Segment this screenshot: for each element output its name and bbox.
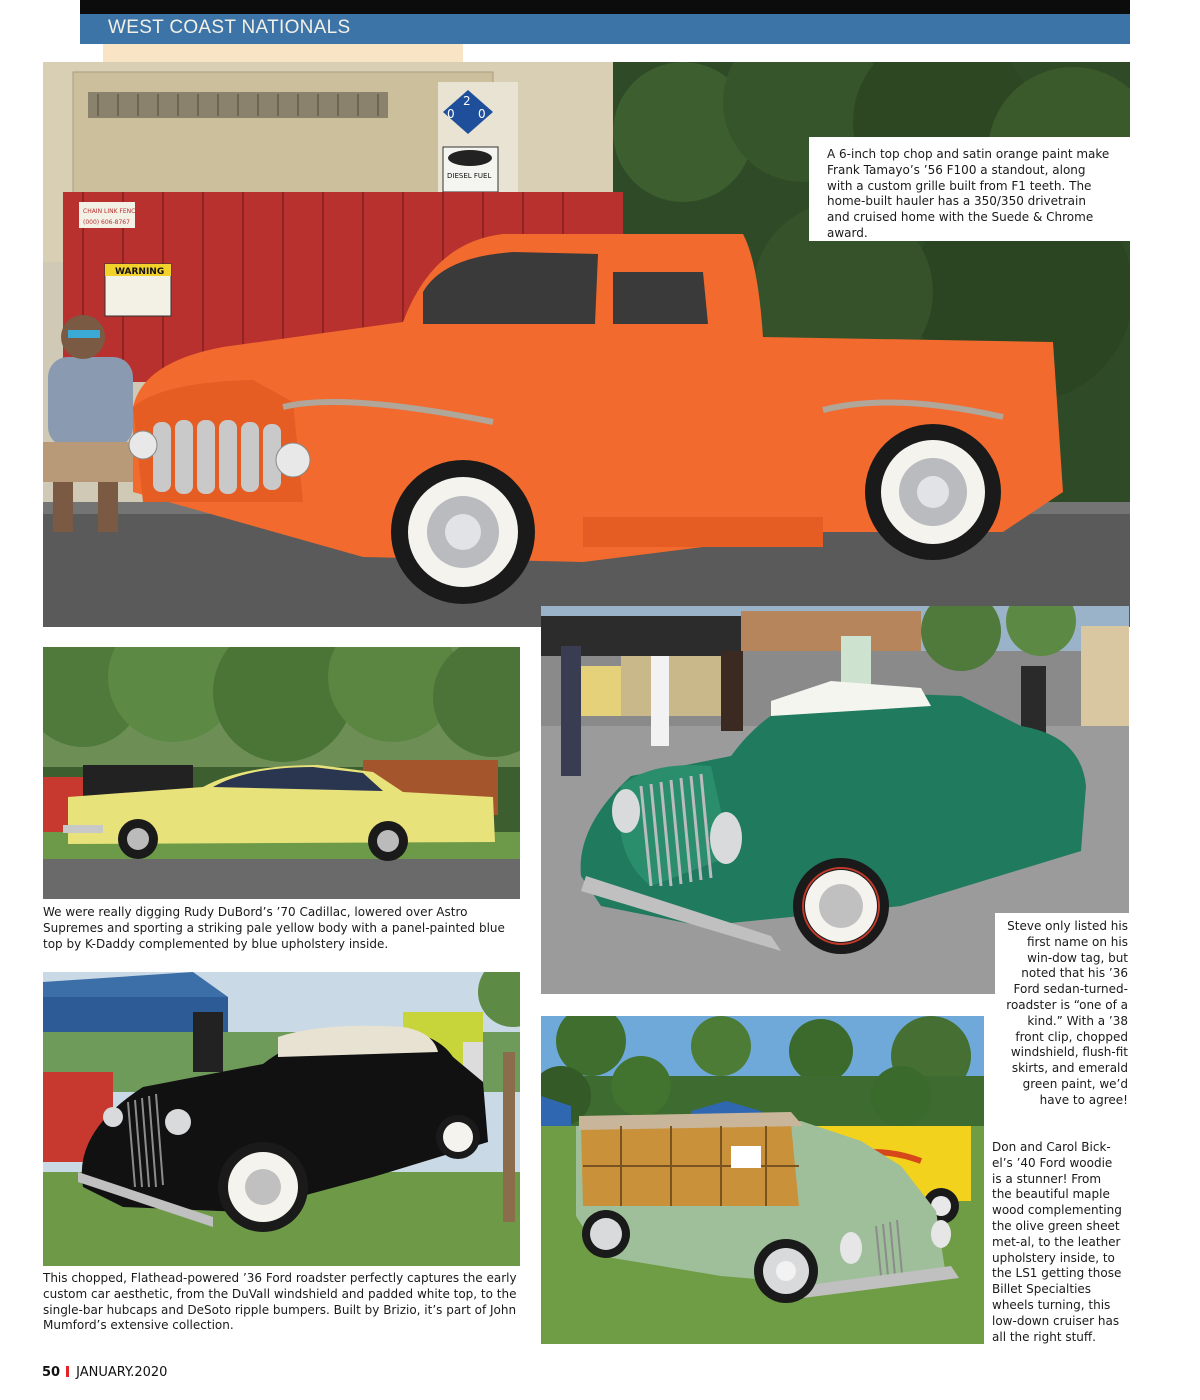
section-title: WEST COAST NATIONALS: [108, 17, 351, 38]
black-ford-roadster-photo: [43, 972, 520, 1266]
hazard-left: 0: [447, 107, 455, 121]
diesel-sign-text: DIESEL FUEL: [447, 172, 492, 180]
fence-sign-text: CHAIN LINK FENCE: [83, 208, 140, 215]
page-footer: [42, 1365, 167, 1380]
fence-sign-phone: (000) 606-8767: [83, 219, 130, 226]
steve-caption: Steve only listed his first name on his win-dow tag, but noted that his ’36 Ford sedan-turned-roadster is “one of a kind.” With a ’38 front clip, chopped windshield, flush-fit skirts, and emerald green paint, we’d have to agree!: [995, 913, 1130, 1115]
cadillac-caption: We were really digging Rudy DuBord’s ’70 Cadillac, lowered over Astro Supremes and sporting a striking pale yellow body with a panel-painted blue top by K-Daddy complemented by blue upholstery inside.: [43, 905, 505, 951]
woodie-caption: Don and Carol Bick-el’s ’40 Ford woodie is a stunner! From the beautiful maple wood complementing the olive green sheet met-al, to the leather upholstery inside, to the LS1 getting those Billet Specialties wheels turning, this low-down cruiser has all the right stuff.: [992, 1140, 1122, 1344]
yellow-cadillac-photo: [43, 647, 520, 899]
issue-date: JANUARY.2020: [76, 1365, 168, 1380]
warning-sign-text: WARNING: [115, 267, 165, 277]
hazard-top: 2: [463, 94, 471, 108]
top-black-bar: [80, 0, 1130, 14]
f100-caption: A 6-inch top chop and satin orange paint make Frank Tamayo’s ’56 F100 a standout, along with a custom grille built from F1 teeth. The home-built hauler has a 350/350 drivetrain and cruised home with the Suede & Chrome award.: [809, 137, 1130, 241]
hazard-right: 0: [478, 107, 486, 121]
footer-divider: [66, 1366, 69, 1377]
ford-woodie-photo: [541, 1016, 984, 1344]
ford36-caption: This chopped, Flathead-powered ’36 Ford roadster perfectly captures the early custom car aesthetic, from the DuVall windshield and padded white top, to the single-bar hubcaps and DeSoto ripple bumpers. Built by Brizio, it’s part of John Mumford’s extensive collection.: [43, 1271, 517, 1333]
page-number: 50: [42, 1365, 61, 1380]
